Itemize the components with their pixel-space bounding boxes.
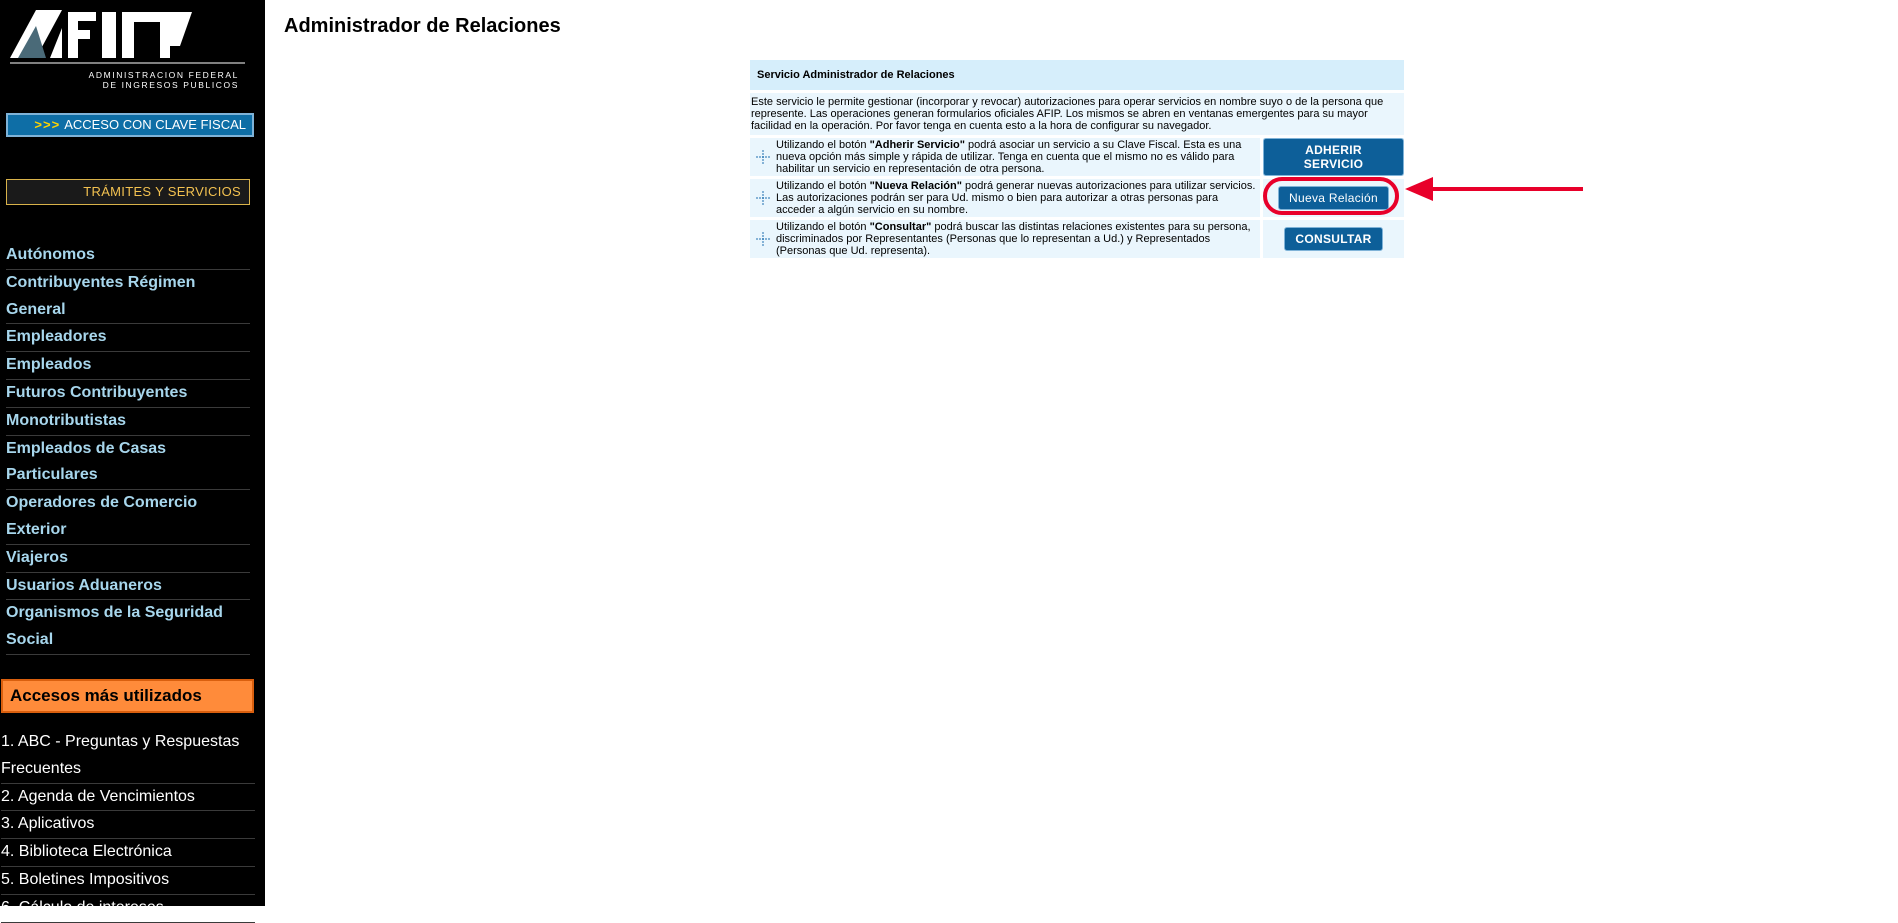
sidebar-item-empleados[interactable]: Empleados: [6, 352, 250, 380]
acceso-item-biblioteca-electronica[interactable]: 4. Biblioteca Electrónica: [1, 839, 255, 867]
sidebar-item-operadores-comercio-exterior[interactable]: Operadores de Comercio Exterior: [6, 490, 250, 545]
service-row-adherir: [750, 138, 1404, 176]
sidebar-item-usuarios-aduaneros[interactable]: Usuarios Aduaneros: [6, 573, 250, 601]
acceso-item-calculo-intereses[interactable]: 6. Cálculo de intereses: [1, 895, 255, 923]
sidebar-nav: [6, 242, 250, 655]
sidebar-item-contribuyentes-regimen-general[interactable]: Contribuyentes Régimen General: [6, 270, 250, 325]
sidebar-item-viajeros[interactable]: Viajeros: [6, 545, 250, 573]
panel-title: Servicio Administrador de Relaciones: [750, 60, 1404, 90]
acceso-item-agenda-vencimientos[interactable]: 2. Agenda de Vencimientos: [1, 784, 255, 812]
crosshair-bullet-icon: [750, 232, 776, 246]
acceso-item-boletines-impositivos[interactable]: 5. Boletines Impositivos: [1, 867, 255, 895]
nueva-relacion-button[interactable]: Nueva Relación: [1278, 186, 1389, 210]
row-text-pre: Utilizando el botón: [776, 221, 870, 233]
sidebar: [0, 0, 265, 916]
row-text-post: podrá generar nuevas autorizaciones para utilizar servicios. Las autorizaciones podrán ser para Ud. mismo o bien para autorizar a otras personas para acceder a algún servicio en su nombre.: [776, 180, 1256, 216]
row-text-post: podrá asociar un servicio a su Clave Fiscal. Esta es una nueva opción más simple y rápida de utilizar. Tenga en cuenta que el mismo no es válido para habilitar un servicio en representación de otra persona.: [776, 139, 1242, 175]
afip-logo[interactable]: [10, 10, 245, 94]
logo-subtitle-line1: ADMINISTRACION FEDERAL: [88, 70, 239, 80]
panel-intro: Este servicio le permite gestionar (incorporar y revocar) autorizaciones para operar servicios en nombre suyo o de la persona que represente. Las operaciones generan formularios oficiales AFIP. Los mismos se abren en ventanas emergentes para su mayor facilidad en la operación. Por favor tenga en cuenta esto a la hora de configurar su navegador.: [750, 93, 1404, 135]
tramites-servicios-header: TRÁMITES Y SERVICIOS: [6, 179, 250, 205]
row-text-pre: Utilizando el botón: [776, 139, 870, 151]
annotation-highlight-ring: [1263, 177, 1399, 215]
servicio-panel: [750, 60, 1404, 258]
row-description: [776, 221, 1260, 257]
row-text-bold: "Adherir Servicio": [869, 139, 965, 151]
row-text-bold: "Consultar": [869, 221, 932, 233]
sidebar-item-empleados-casas-particulares[interactable]: Empleados de Casas Particulares: [6, 436, 250, 491]
crosshair-bullet-icon: [750, 191, 776, 205]
annotation-arrow-left-icon: [1405, 176, 1585, 202]
sidebar-item-futuros-contribuyentes[interactable]: Futuros Contribuyentes: [6, 380, 250, 408]
page-title: Administrador de Relaciones: [284, 15, 561, 37]
crosshair-bullet-icon: [750, 150, 776, 164]
acceso-clave-fiscal-button[interactable]: [6, 113, 254, 137]
row-description: [776, 139, 1260, 175]
acceso-item-aplicativos[interactable]: 3. Aplicativos: [1, 811, 255, 839]
sidebar-item-organismos-seguridad-social[interactable]: Organismos de la Seguridad Social: [6, 600, 250, 655]
acceso-item-abc[interactable]: 1. ABC - Preguntas y Respuestas Frecuentes: [1, 729, 255, 784]
consultar-button[interactable]: CONSULTAR: [1284, 227, 1382, 251]
row-text-post: podrá buscar las distintas relaciones existentes para su persona, discriminados por Representantes (Personas que lo representan a Ud.) y Representados (Personas que Ud. representa).: [776, 221, 1251, 257]
accesos-mas-utilizados-header: Accesos más utilizados: [1, 679, 254, 713]
service-row-consultar: [750, 220, 1404, 258]
sidebar-item-empleadores[interactable]: Empleadores: [6, 324, 250, 352]
chevrons-right-icon: >>>: [34, 117, 61, 132]
logo-subtitle-line2: DE INGRESOS PUBLICOS: [102, 80, 239, 90]
acceso-clave-fiscal-label: ACCESO CON CLAVE FISCAL: [64, 117, 246, 132]
row-description: [776, 180, 1260, 216]
adherir-servicio-button[interactable]: ADHERIR SERVICIO: [1263, 138, 1404, 176]
sidebar-item-monotributistas[interactable]: Monotributistas: [6, 408, 250, 436]
accesos-list: [1, 729, 255, 923]
sidebar-item-autonomos[interactable]: Autónomos: [6, 242, 250, 270]
row-text-pre: Utilizando el botón: [776, 180, 870, 192]
row-text-bold: "Nueva Relación": [869, 180, 962, 192]
